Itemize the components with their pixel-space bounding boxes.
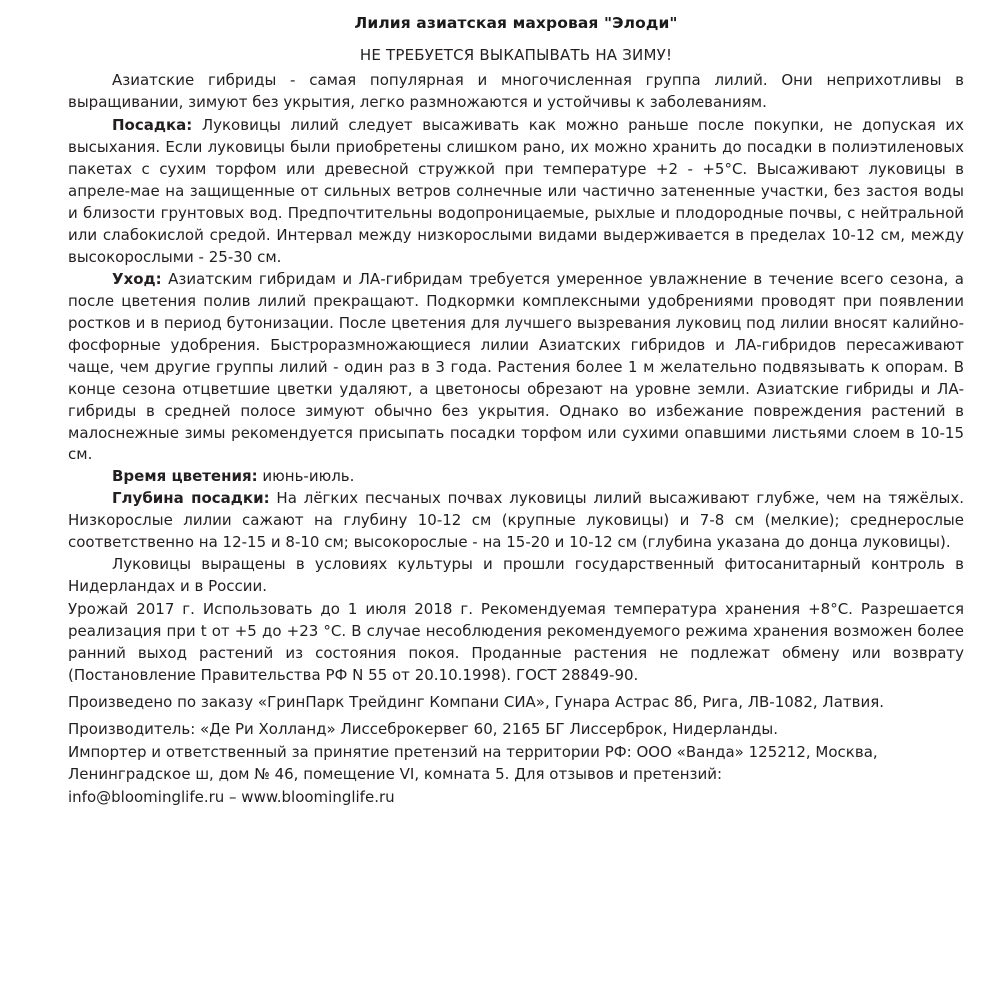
produced-by-paragraph: Произведено по заказу «ГринПарк Трейдинг Компани СИА», Гунара Астрас 8б, Рига, ЛВ-1082, Латвия. [68, 693, 885, 712]
page-title: Лилия азиатская махровая "Элоди" [354, 14, 678, 32]
manufacturer-paragraph: Производитель: «Де Ри Холланд» Лиссеброкервег 60, 2165 БГ Лиссерброк, Нидерланды. [68, 720, 778, 739]
section-care-label: Уход: [112, 269, 162, 288]
section-bloom-time-label: Время цветения: [112, 467, 258, 486]
section-bloom-time-text: июнь-июль. [257, 467, 355, 486]
section-planting-depth-label: Глубина посадки: [112, 489, 270, 508]
section-planting-depth-text: На лёгких песчаных почвах луковицы лилий высаживают глубже, чем на тяжёлых. Низкорослые лилии сажают на глубину 10-12 см (крупные луковицы) и 7-8 см (мелкие); среднерослые соответственно на 12-15 и 8-10 см; высокорослые - на 15-20 и 10-12 см (глубина указана до донца луковицы). [68, 489, 964, 552]
section-care [68, 269, 964, 467]
storage-paragraph: Урожай 2017 г. Использовать до 1 июля 2018 г. Рекомендуемая температура хранения +8°С. Разрешается реализация при t от +5 до +23 °С. В случае несоблюдения рекомендуемого режима хранения возможен более ранний выход растений из состояния покоя. Проданные растения не подлежат обмену или возврату (Постановление Правительства РФ N 55 от 20.10.1998). ГОСТ 28849-90. [68, 600, 964, 685]
importer-paragraph: Импортер и ответственный за принятие претензий на территории РФ: ООО «Ванда» 125212, Москва, Ленинградское ш, дом № 46, помещение VI, комната 5. Для отзывов и претензий: [68, 743, 878, 784]
section-planting-label: Посадка: [112, 115, 193, 134]
contact-email-link[interactable]: info@bloominglife.ru – www.bloominglife.ru [68, 788, 395, 806]
intro-paragraph: Азиатские гибриды - самая популярная и многочисленная группа лилий. Они неприхотливы в выращивании, зимуют без укрытия, легко размножаются и устойчивы к заболеваниям. [68, 71, 964, 111]
contact-line[interactable] [68, 787, 964, 809]
subtitle-notice: НЕ ТРЕБУЕТСЯ ВЫКАПЫВАТЬ НА ЗИМУ! [359, 46, 673, 64]
section-planting-depth [68, 488, 964, 554]
certification-paragraph: Луковицы выращены в условиях культуры и прошли государственный фитосанитарный контроль в Нидерландах и в России. [68, 555, 964, 596]
section-planting-text: Луковицы лилий следует высаживать как можно раньше после покупки, не допуская их высыхания. Если луковицы были приобретены слишком рано, их можно хранить до посадки в полиэтиленовых пакетах с сухим торфом или древесной стружкой при температуре +2 - +5°С. Высаживают луковицы в апреле-мае на защищенные от сильных ветров солнечные или частично затененные участки, без застоя воды и близости грунтовых вод. Предпочтительны водопроницаемые, рыхлые и плодородные почвы, с нейтральной или слабокислой средой. Интервал между низкорослыми видами выдерживается в пределах 10-12 см, между высокорослыми - 25-30 см. [68, 115, 964, 266]
section-planting [68, 115, 964, 269]
section-care-text: Азиатским гибридам и ЛА-гибридам требуется умеренное увлажнение в течение всего сезона, а после цветения полив лилий прекращают. Подкормки комплексными удобрениями проводят при появлении ростков и в период бутонизации. После цветения для лучшего вызревания луковиц под лилии вносят калийно-фосфорные удобрения. Быстроразмножающиеся лилии Азиатских гибридов и ЛА-гибридов пересаживают чаще, чем другие группы лилий - один раз в 3 года. Растения более 1 м желательно подвязывать к опорам. В конце сезона отцветшие цветки удаляют, а цветоносы обрезают на уровне земли. Азиатские гибриды и ЛА-гибриды в средней полосе зимуют обычно без укрытия. Однако во избежание повреждения растений в малоснежные зимы рекомендуется присыпать посадки торфом или сухими опавшими листьями слоем в 10-15 см. [68, 269, 964, 464]
section-bloom-time [68, 466, 964, 488]
